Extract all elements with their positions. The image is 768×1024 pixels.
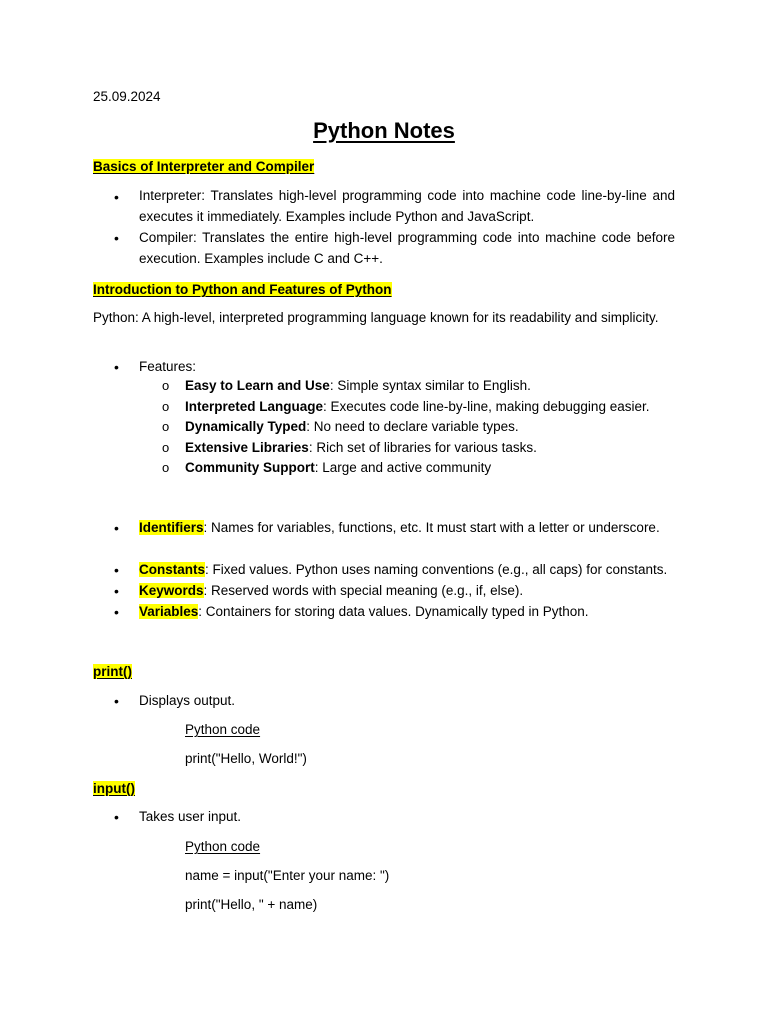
section-heading-text: Basics of Interpreter and Compiler: [93, 159, 315, 174]
section-heading-intro-python: [93, 281, 392, 299]
feature-desc: : No need to declare variable types.: [306, 419, 519, 434]
bullet-icon: •: [114, 562, 119, 578]
concept-term: Identifiers: [139, 520, 204, 535]
sub-bullet-icon: o: [162, 378, 170, 393]
feature-desc: : Executes code line-by-line, making debugging easier.: [323, 399, 650, 414]
feature-item: [185, 418, 675, 436]
python-intro-paragraph: Python: A high-level, interpreted programming language known for its readability and simplicity.: [93, 310, 659, 325]
code-line: name = input("Enter your name: "): [185, 868, 390, 883]
bullet-icon: •: [114, 189, 119, 205]
code-line: print("Hello, World!"): [185, 751, 307, 766]
concept-desc: : Names for variables, functions, etc. It must start with a letter or underscore.: [203, 520, 660, 535]
concept-item-keywords: [139, 581, 675, 602]
section-heading-print: [93, 663, 132, 681]
concept-item-variables: [139, 602, 675, 623]
concept-term: Keywords: [139, 583, 204, 598]
bullet-icon: •: [114, 809, 119, 825]
bullet-icon: •: [114, 604, 119, 620]
feature-item: [185, 439, 675, 457]
concept-term: Constants: [139, 562, 206, 577]
concept-item-constants: [139, 560, 675, 581]
document-title: [0, 117, 768, 145]
concept-desc: : Reserved words with special meaning (e.g., if, else).: [203, 583, 524, 598]
section-heading-text: Introduction to Python and Features of Python: [93, 282, 392, 297]
concept-item-identifiers: [139, 518, 675, 539]
feature-term: Easy to Learn and Use: [185, 378, 330, 393]
feature-term: Dynamically Typed: [185, 419, 307, 434]
section-heading-input: [93, 780, 135, 798]
feature-desc: : Large and active community: [314, 460, 492, 475]
bullet-icon: •: [114, 693, 119, 709]
feature-term: Community Support: [185, 460, 315, 475]
sub-bullet-icon: o: [162, 419, 170, 434]
feature-item: [185, 459, 675, 477]
code-line: print("Hello, " + name): [185, 897, 318, 912]
feature-term: Extensive Libraries: [185, 440, 309, 455]
features-label: Features:: [139, 359, 197, 374]
bullet-icon: •: [114, 520, 119, 536]
input-description: Takes user input.: [139, 809, 242, 824]
feature-item: [185, 377, 675, 395]
code-label: Python code: [185, 722, 261, 737]
sub-bullet-icon: o: [162, 460, 170, 475]
feature-term: Interpreted Language: [185, 399, 324, 414]
concept-term: Variables: [139, 604, 199, 619]
bullet-icon: •: [114, 230, 119, 246]
section-heading-text: input(): [93, 781, 135, 796]
sub-bullet-icon: o: [162, 399, 170, 414]
code-label: Python code: [185, 839, 261, 854]
document-date: 25.09.2024: [93, 89, 161, 104]
section-heading-interpreter-compiler: [93, 158, 314, 176]
feature-desc: : Simple syntax similar to English.: [329, 378, 531, 393]
feature-item: [185, 398, 675, 416]
list-item-compiler: Compiler: Translates the entire high-level programming code into machine code before execution. Examples include C and C++.: [139, 230, 675, 266]
section-heading-text: print(): [93, 664, 132, 679]
feature-desc: : Rich set of libraries for various tasks.: [308, 440, 537, 455]
list-item-interpreter: Interpreter: Translates high-level programming code into machine code line-by-line and executes it immediately. Examples include Python and JavaScript.: [139, 188, 675, 224]
concept-desc: : Containers for storing data values. Dynamically typed in Python.: [198, 604, 589, 619]
bullet-icon: •: [114, 359, 119, 375]
concept-desc: : Fixed values. Python uses naming conventions (e.g., all caps) for constants.: [205, 562, 668, 577]
sub-bullet-icon: o: [162, 440, 170, 455]
print-description: Displays output.: [139, 693, 236, 708]
document-title-text: Python Notes: [313, 118, 455, 143]
bullet-icon: •: [114, 583, 119, 599]
